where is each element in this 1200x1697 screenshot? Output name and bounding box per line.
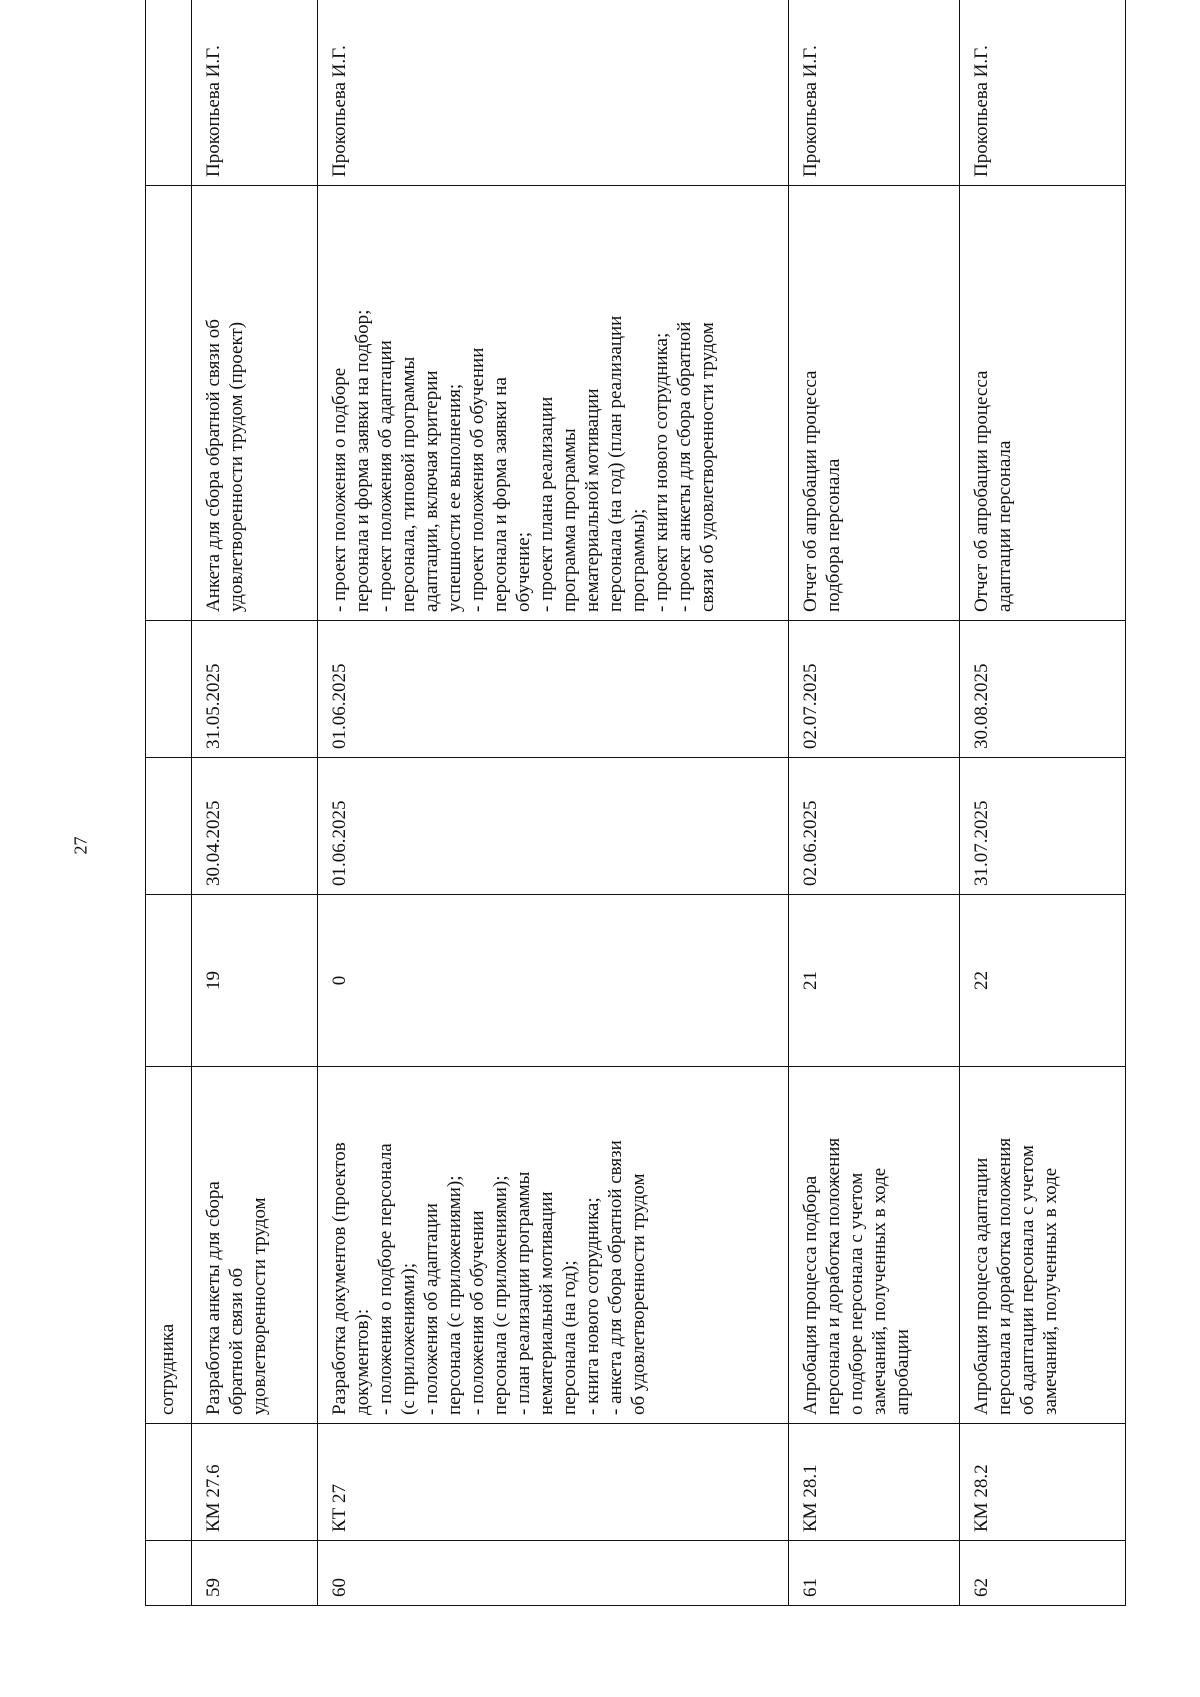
table-row — [789, 0, 960, 1606]
name-line: персонала (с приложениями); — [444, 1175, 465, 1415]
cell-code: КТ 27 — [318, 1424, 789, 1541]
cell-name — [318, 1067, 789, 1424]
cell-duration: 21 — [789, 895, 960, 1067]
cell-end: 01.06.2025 — [318, 621, 789, 758]
result-line: - проект анкеты для сбора обратной — [674, 321, 695, 612]
cell-owner: Прокопьева И.Г. — [789, 0, 960, 186]
name-line: (с приложениями); — [398, 1262, 419, 1415]
cell-start: 02.06.2025 — [789, 758, 960, 895]
name-line: персонала (на год); — [559, 1260, 580, 1415]
cell-result — [146, 186, 192, 621]
cell-duration — [146, 895, 192, 1067]
cell-num: 59 — [192, 1541, 318, 1606]
result-line: - проект книги нового сотрудника; — [651, 332, 672, 612]
name-line: Разработка анкеты для сбора — [203, 1181, 224, 1415]
cell-num: 62 — [960, 1541, 1126, 1606]
cell-code — [146, 1424, 192, 1541]
cell-num: 60 — [318, 1541, 789, 1606]
table-row — [192, 0, 318, 1606]
cell-code: КМ 28.1 — [789, 1424, 960, 1541]
result-line: подбора персонала — [823, 458, 844, 612]
result-line: удовлетворенности трудом (проект) — [226, 321, 247, 612]
name-line: документов): — [352, 1308, 373, 1415]
name-line: об удовлетворенности трудом — [628, 1173, 649, 1415]
cell-code: КМ 28.2 — [960, 1424, 1126, 1541]
result-line: - проект положения о подборе — [329, 367, 350, 612]
rotated-table-wrapper — [145, 11, 1125, 1606]
cell-owner: Прокопьева И.Г. — [318, 0, 789, 186]
cell-result — [192, 186, 318, 621]
result-line: персонала (на год) (план реализации — [605, 315, 626, 612]
result-line: адаптации, включая критерии — [421, 370, 442, 612]
cell-start — [146, 758, 192, 895]
result-line: обучение; — [513, 532, 534, 612]
name-line: Апробация процесса адаптации — [971, 1157, 992, 1415]
cell-duration: 0 — [318, 895, 789, 1067]
cell-result — [789, 186, 960, 621]
cell-duration: 19 — [192, 895, 318, 1067]
table-row — [318, 0, 789, 1606]
name-line: удовлетворенности трудом — [249, 1197, 270, 1415]
cell-name — [192, 1067, 318, 1424]
cell-start: 01.06.2025 — [318, 758, 789, 895]
name-line: Разработка документов (проектов — [329, 1142, 350, 1415]
name-line: персонала (с приложениями); — [490, 1175, 511, 1415]
cell-start: 30.04.2025 — [192, 758, 318, 895]
name-line: замечаний, полученных в ходе — [869, 1167, 890, 1415]
name-line: - положения об обучении — [467, 1210, 488, 1415]
name-line: Апробация процесса подбора — [800, 1175, 821, 1415]
result-line: Отчет об апробации процесса — [800, 370, 821, 612]
result-line: персонала, типовой программы — [398, 356, 419, 612]
cell-result — [960, 186, 1126, 621]
result-line: - проект положения об обучении — [467, 347, 488, 612]
cell-owner: Прокопьева И.Г. — [960, 0, 1126, 186]
cell-start: 31.07.2025 — [960, 758, 1126, 895]
name-line: апробации — [892, 1329, 913, 1415]
cell-end: 02.07.2025 — [789, 621, 960, 758]
cell-num — [146, 1541, 192, 1606]
cell-end — [146, 621, 192, 758]
name-line: - положения о подборе персонала — [375, 1143, 396, 1415]
cell-num: 61 — [789, 1541, 960, 1606]
cell-code: КМ 27.6 — [192, 1424, 318, 1541]
name-line: - план реализации программы — [513, 1171, 534, 1415]
result-line: программы); — [628, 508, 649, 612]
cell-name — [789, 1067, 960, 1424]
result-line: нематериальной мотивации — [582, 388, 603, 612]
result-line: программа программы — [559, 428, 580, 612]
result-line: - проект плана реализации — [536, 396, 557, 612]
cell-end: 30.08.2025 — [960, 621, 1126, 758]
name-line: персонала и доработка положения — [823, 1137, 844, 1415]
page-number: 27 — [70, 836, 91, 855]
schedule-table — [145, 0, 1126, 1606]
result-line: адаптации персонала — [994, 440, 1015, 612]
cell-result — [318, 186, 789, 621]
cell-duration: 22 — [960, 895, 1126, 1067]
result-line: связи об удовлетворенности трудом — [697, 322, 718, 612]
result-line: персонала и форма заявки на подбор; — [352, 309, 373, 612]
table-row-continuation — [146, 0, 192, 1606]
name-line: замечаний, полученных в ходе — [1040, 1167, 1061, 1415]
name-line: об адаптации персонала с учетом — [1017, 1145, 1038, 1415]
result-line: персонала и форма заявки на — [490, 377, 511, 612]
name-line: обратной связи об — [226, 1268, 247, 1415]
name-line: - положения об адаптации — [421, 1203, 442, 1415]
cell-name — [960, 1067, 1126, 1424]
name-line: нематериальной мотивации — [536, 1191, 557, 1415]
name-line: о подборе персонала с учетом — [846, 1172, 867, 1415]
result-line: Отчет об апробации процесса — [971, 370, 992, 612]
name-line: - анкета для сбора обратной связи — [605, 1140, 626, 1415]
result-line: Анкета для сбора обратной связи об — [203, 319, 224, 612]
result-line: успешности ее выполнения; — [444, 383, 465, 612]
table-row — [960, 0, 1126, 1606]
name-line: персонала и доработка положения — [994, 1137, 1015, 1415]
cell-owner — [146, 0, 192, 186]
cell-name: сотрудника — [146, 1067, 192, 1424]
name-line: - книга нового сотрудника; — [582, 1197, 603, 1415]
cell-end: 31.05.2025 — [192, 621, 318, 758]
result-line: - проект положения об адаптации — [375, 340, 396, 612]
cell-owner: Прокопьева И.Г. — [192, 0, 318, 186]
